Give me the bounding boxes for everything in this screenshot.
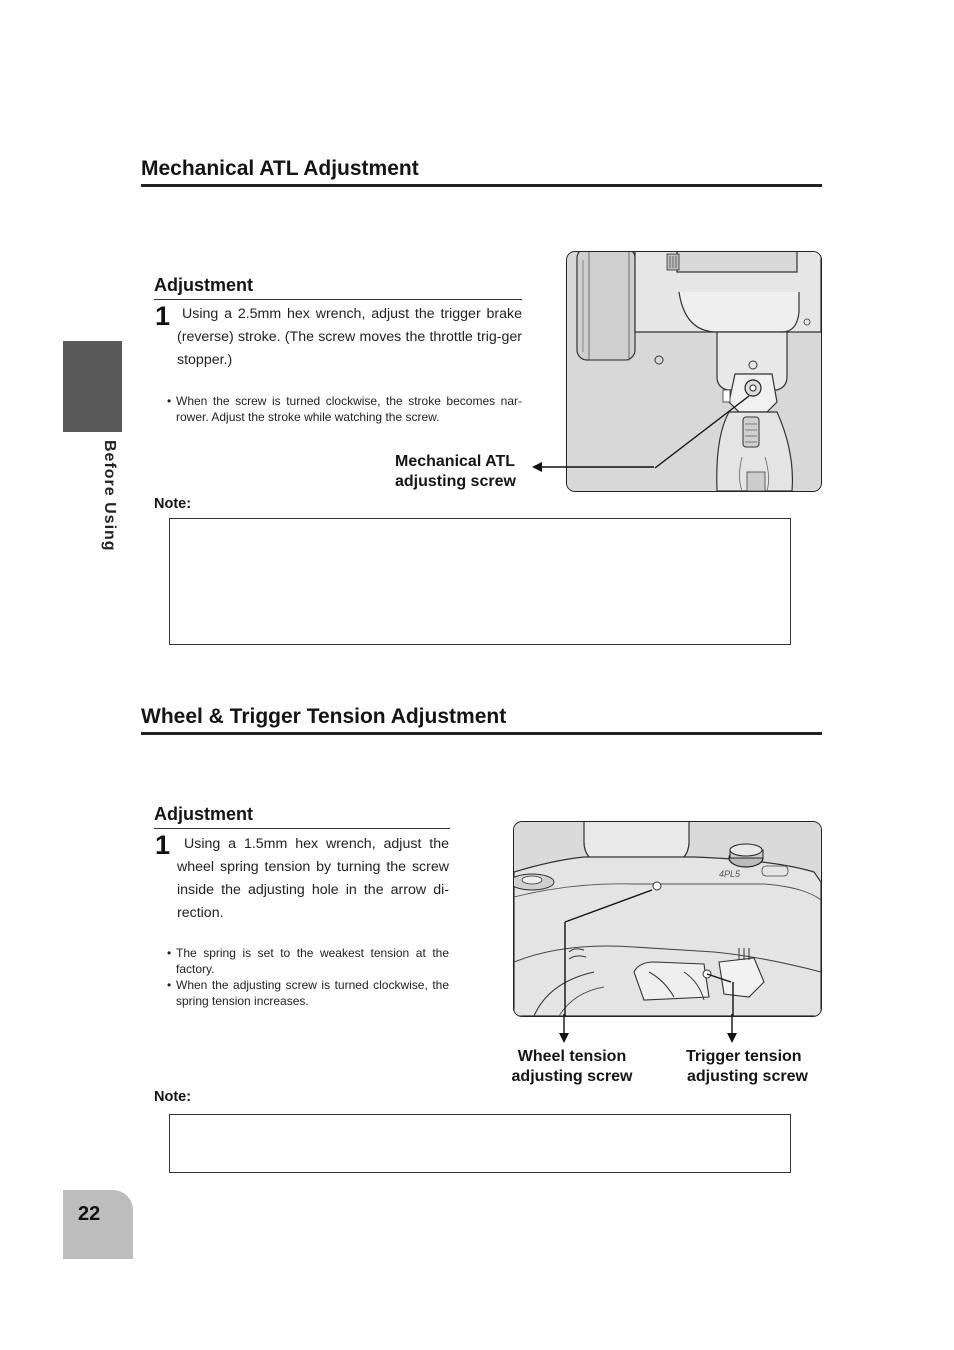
callout-wheel-tension-screw xyxy=(502,1047,642,1087)
bullet-list xyxy=(167,945,449,1009)
bullet-list xyxy=(167,393,522,425)
svg-text:4PL5: 4PL5 xyxy=(719,869,741,879)
callout-line-2: adjusting screw xyxy=(511,1068,633,1085)
page-number: 22 xyxy=(78,1203,101,1225)
bullet-item: • When the screw is turned clockwise, the stroke becomes nar-rower. Adjust the stroke while watching the screw. xyxy=(167,393,522,425)
note-label: Note: xyxy=(154,1089,192,1105)
callout-line-1: Trigger tension xyxy=(686,1048,802,1065)
callout-mechanical-atl-screw xyxy=(395,452,529,492)
adjustment-heading: Adjustment xyxy=(154,275,253,295)
callout-line-1: Wheel tension xyxy=(517,1048,627,1065)
step-instruction: Using a 1.5mm hex wrench, adjust the wheel spring tension by turning the screw inside the adjusting hole in the arrow di-rection. xyxy=(177,836,449,921)
leader-arrow-trigger-tension xyxy=(723,1014,743,1044)
heading-rule xyxy=(154,299,522,300)
callout-line-1: Mechanical ATL xyxy=(395,453,516,470)
note-box xyxy=(169,1114,791,1173)
leader-arrow-wheel-tension xyxy=(555,1014,575,1044)
step-number: 1 xyxy=(155,301,171,331)
note-box xyxy=(169,518,791,645)
illustration-wheel-trigger-tension xyxy=(513,821,822,1017)
side-section-label: Before Using xyxy=(101,440,118,552)
callout-line-2: adjusting screw xyxy=(687,1068,808,1085)
section-title-wheel-trigger-tension: Wheel & Trigger Tension Adjustment xyxy=(141,705,822,735)
heading-rule xyxy=(154,828,450,829)
bullet-item: • The spring is set to the weakest tension at the factory. xyxy=(167,945,449,977)
side-section-tab xyxy=(63,341,122,432)
note-label: Note: xyxy=(154,496,192,512)
callout-trigger-tension-screw xyxy=(684,1047,822,1087)
callout-line-2: adjusting screw xyxy=(395,473,516,490)
section-title-mechanical-atl: Mechanical ATL Adjustment xyxy=(141,157,822,187)
step-instruction: Using a 2.5mm hex wrench, adjust the trigger brake (reverse) stroke. (The screw moves the throttle trig-ger stopper.) xyxy=(177,306,522,368)
step-number: 1 xyxy=(155,830,171,860)
adjustment-heading: Adjustment xyxy=(154,804,253,824)
bullet-item: • When the adjusting screw is turned clockwise, the spring tension increases. xyxy=(167,977,449,1009)
leader-arrow-mechanical-atl xyxy=(530,455,660,480)
